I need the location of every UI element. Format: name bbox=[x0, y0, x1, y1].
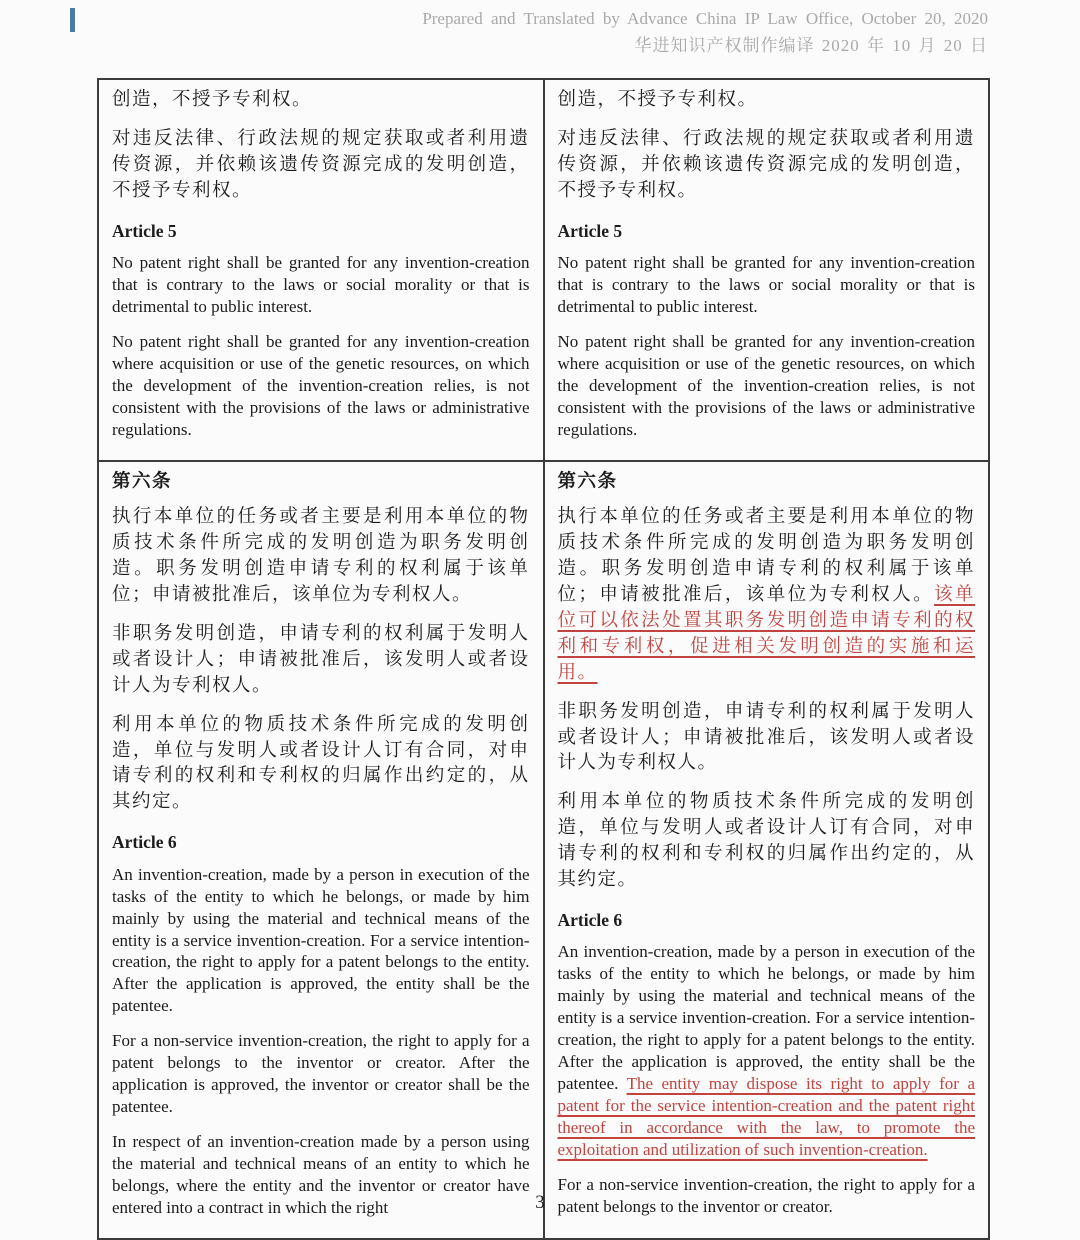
text-run: 创造，不授予专利权。 bbox=[112, 90, 313, 110]
paragraph bbox=[112, 622, 530, 700]
blue-marker-bar bbox=[70, 8, 75, 32]
paragraph bbox=[558, 331, 976, 441]
article-heading bbox=[112, 470, 530, 496]
paragraph bbox=[112, 88, 530, 114]
article-heading bbox=[558, 220, 976, 243]
article-heading bbox=[112, 220, 530, 243]
law-comparison-table-body bbox=[98, 79, 989, 1239]
amended-text-cell bbox=[544, 79, 990, 461]
text-run: An invention-creation, made by a person in execution of the tasks of the entity to which he belongs, or made by him mainly by using the material and technical means of the entity is a service invention-creation. For a service intention-creation, the right to apply for a patent belongs to the entity. After the application is approved, the entity shall be the patentee. bbox=[112, 864, 530, 1016]
paragraph bbox=[112, 1030, 530, 1118]
article-heading bbox=[558, 470, 976, 496]
text-run: For a non-service invention-creation, the right to apply for a patent belongs to the inventor or creator. After the application is approved, the inventor or creator shall be the patentee. bbox=[112, 1031, 530, 1116]
page-header bbox=[422, 5, 988, 59]
page-number: 3 bbox=[535, 1192, 545, 1213]
paragraph bbox=[558, 505, 976, 686]
text-run: For a non-service invention-creation, the right to apply for a patent belongs to the inventor or creator. bbox=[557, 1174, 975, 1216]
amended-text-cell bbox=[544, 461, 990, 1239]
text-run: Article 5 bbox=[557, 220, 623, 241]
paragraph bbox=[558, 941, 976, 1160]
paragraph bbox=[112, 252, 530, 318]
article-heading bbox=[558, 909, 976, 932]
text-run: Article 6 bbox=[112, 832, 177, 853]
text-run: 执行本单位的任务或者主要是利用本单位的物质技术条件所完成的发明创造为职务发明创造。职务发明创造申请专利的权利属于该单位；申请被批准后，该单位为专利权人。 bbox=[112, 507, 530, 606]
paragraph bbox=[112, 127, 530, 205]
header-credit-line-chinese: 华进知识产权制作编译 2020 年 10 月 20 日 bbox=[634, 36, 988, 55]
law-comparison-table bbox=[97, 78, 990, 1240]
original-text-cell bbox=[98, 79, 544, 461]
text-run: No patent right shall be granted for any invention-creation where acquisition or use of the genetic resources, on which the development of the invention-creation relies, is not consistent with the provisions of the laws or administrative regulations. bbox=[557, 331, 975, 439]
text-run: 非职务发明创造，申请专利的权利属于发明人或者设计人；申请被批准后，该发明人或者设计人为专利权人。 bbox=[557, 701, 975, 774]
inserted-amendment-text: 该单位可以依法处置其职务发明创造申请专利的权利和专利权，促进相关发明创造的实施和运用。 bbox=[557, 585, 975, 683]
paragraph bbox=[112, 713, 530, 817]
text-run: 执行本单位的任务或者主要是利用本单位的物质技术条件所完成的发明创造为职务发明创造。职务发明创造申请专利的权利属于该单位；申请被批准后，该单位为专利权人。 bbox=[557, 507, 975, 606]
text-run: 创造，不授予专利权。 bbox=[557, 90, 758, 110]
text-run: 第六条 bbox=[557, 471, 618, 492]
paragraph bbox=[558, 790, 976, 894]
original-text-cell bbox=[98, 461, 544, 1239]
text-run: 对违反法律、行政法规的规定获取或者利用遗传资源，并依赖该遗传资源完成的发明创造，不授予专利权。 bbox=[112, 128, 530, 201]
text-run: 对违反法律、行政法规的规定获取或者利用遗传资源，并依赖该遗传资源完成的发明创造，不授予专利权。 bbox=[557, 128, 975, 201]
text-run: 利用本单位的物质技术条件所完成的发明创造，单位与发明人或者设计人订有合同，对申请专利的权利和专利权的归属作出约定的，从其约定。 bbox=[112, 714, 530, 813]
paragraph bbox=[112, 864, 530, 1017]
paragraph bbox=[558, 700, 976, 778]
inserted-amendment-text: The entity may dispose its right to apply for a patent for the service intention-creation and the patent right thereof in accordance with the law, to promote the exploitation and utilization of such invention-creation. bbox=[557, 1073, 975, 1159]
paragraph bbox=[558, 88, 976, 114]
article-heading bbox=[112, 831, 530, 854]
paragraph bbox=[558, 252, 976, 318]
text-run: An invention-creation, made by a person in execution of the tasks of the entity to which he belongs, or made by him mainly by using the material and technical means of the entity is a service invention-creation. For a service intention-creation, the right to apply for a patent belongs to the entity. After the application is approved, the entity shall be the patentee. bbox=[557, 942, 975, 1093]
table-row bbox=[98, 461, 989, 1239]
text-run: In respect of an invention-creation made by a person using the material and technical means of an entity to which he belongs, where the entity and the inventor or creator have entered into a contract in which the right bbox=[112, 1131, 530, 1217]
table-row bbox=[98, 79, 989, 461]
text-run: 第六条 bbox=[112, 471, 173, 492]
paragraph bbox=[112, 331, 530, 441]
header-credit-line: Prepared and Translated by Advance China IP Law Office, October 20, 2020 bbox=[422, 9, 988, 28]
text-run: No patent right shall be granted for any invention-creation that is contrary to the laws or social morality or that is detrimental to public interest. bbox=[112, 253, 530, 316]
paragraph bbox=[558, 127, 976, 205]
text-run: No patent right shall be granted for any invention-creation where acquisition or use of the genetic resources, on which the development of the invention-creation relies, is not consistent with the provisions of the laws or administrative regulations. bbox=[112, 331, 530, 439]
text-run: Article 5 bbox=[112, 220, 177, 241]
text-run: 非职务发明创造，申请专利的权利属于发明人或者设计人；申请被批准后，该发明人或者设计人为专利权人。 bbox=[112, 623, 530, 696]
text-run: Article 6 bbox=[557, 909, 623, 930]
text-run: 利用本单位的物质技术条件所完成的发明创造，单位与发明人或者设计人订有合同，对申请专利的权利和专利权的归属作出约定的，从其约定。 bbox=[557, 792, 975, 890]
paragraph bbox=[112, 505, 530, 609]
text-run: No patent right shall be granted for any invention-creation that is contrary to the laws or social morality or that is detrimental to public interest. bbox=[557, 253, 975, 316]
